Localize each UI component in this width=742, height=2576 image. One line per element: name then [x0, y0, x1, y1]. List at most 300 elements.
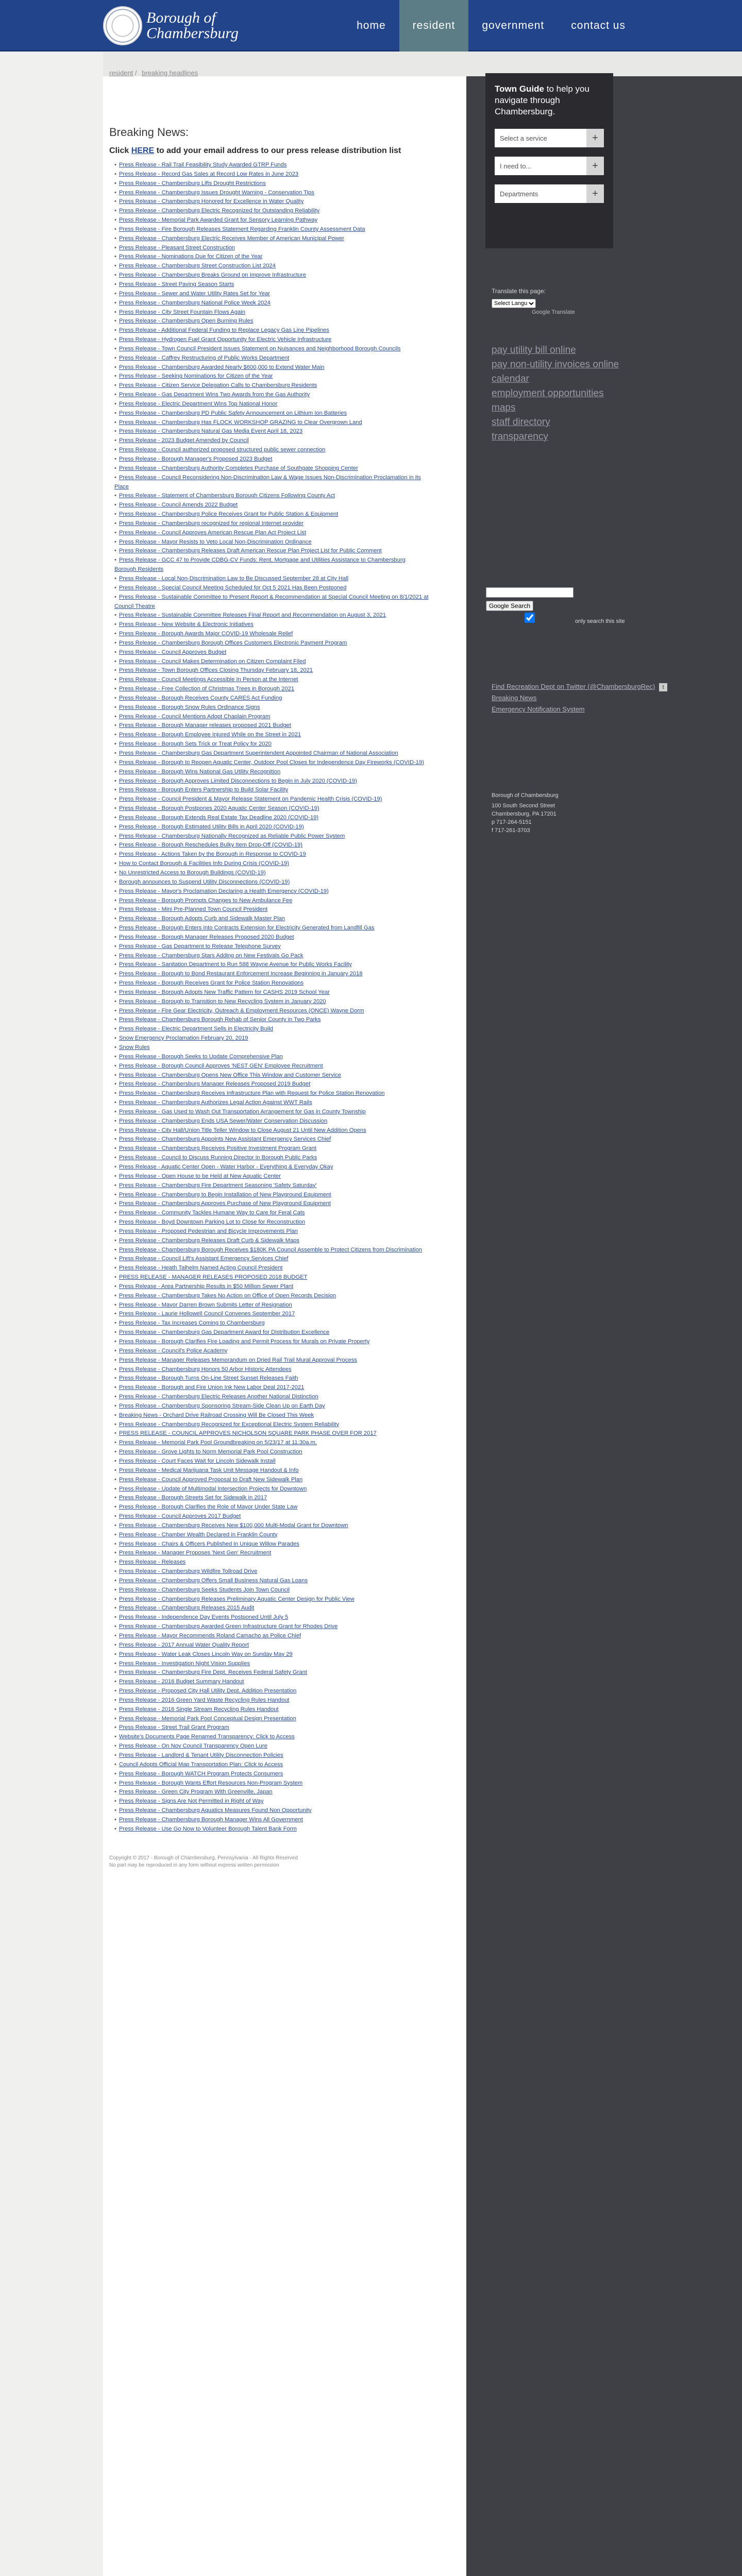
news-item-link[interactable]: Press Release - Memorial Park Pool Conceptual Design Presentation: [119, 1715, 296, 1722]
news-item-link[interactable]: Press Release - Chambersburg Breaks Ground on Improve Infrastructure: [119, 272, 307, 279]
page-title: Breaking News:: [109, 126, 189, 139]
news-item-link[interactable]: Press Release - Memorial Park Pool Groundbreaking on 5/23/17 at 11:30a.m.: [119, 1439, 317, 1446]
news-item-link[interactable]: Press Release - Chambersburg Electric Receives Member of American Municipal Power: [119, 235, 345, 242]
news-item-link[interactable]: Press Release - Chambersburg Natural Gas Media Event April 18, 2023: [119, 428, 303, 435]
news-item: [114, 170, 429, 179]
news-item: [114, 620, 429, 630]
news-item-link[interactable]: No Unrestricted Access to Borough Buildings (COVID-19): [119, 869, 266, 876]
news-item-link[interactable]: Press Release - Gas Department Wins Two Awards from the Gas Authority: [119, 392, 310, 398]
news-item-link[interactable]: Press Release - Chambersburg Receives Infrastructure Plan with Request for Police Station Renovation: [119, 1090, 385, 1097]
news-item-link[interactable]: Press Release - Chambersburg Borough Offices Customers Electronic Payment Program: [119, 639, 347, 646]
news-item: [114, 381, 429, 391]
news-item-link[interactable]: Press Release - Green City Program With Greenville, Japan: [119, 1789, 273, 1795]
news-item: [114, 290, 429, 299]
news-item-link[interactable]: Press Release - Chambersburg Ends USA Sewer/Water Conservation Discussion: [119, 1117, 328, 1124]
news-item-link[interactable]: Press Release - Chambersburg Electric Recognized for Outstanding Reliability: [119, 208, 320, 214]
copyright-disclaimer: No part may be reproduced in any form without express written permission: [109, 1862, 279, 1868]
email-signup-link[interactable]: HERE: [131, 146, 155, 155]
news-item: [114, 1613, 429, 1622]
news-item: [114, 1448, 429, 1457]
news-item-link[interactable]: Press Release - Chambersburg Sponsoring Stream-Side Clean Up on Earth Day: [119, 1402, 325, 1409]
news-item-link[interactable]: Press Release - Sanitation Department to Run 588 Wayne Avenue for Public Works Facility: [119, 961, 352, 968]
news-item-link[interactable]: Press Release - Manager Releases Memorandum on Dried Rail Trail Mural Approval Process: [119, 1357, 357, 1363]
news-item-link[interactable]: Press Release - Releases: [119, 1559, 186, 1566]
plus-icon[interactable]: +: [586, 129, 604, 147]
news-item-link[interactable]: Press Release - Update of Multimodal Intersection Projects for Downtown: [119, 1485, 307, 1492]
news-item-link[interactable]: Press Release - Chambersburg Has FLOCK WORKSHOP GRAZING to Clear Overgrown Land: [119, 419, 362, 426]
news-item-link[interactable]: Press Release - Chambersburg Borough Rehab of Senior County in Two Parks: [119, 1016, 321, 1023]
news-item-link[interactable]: Press Release - New Website & Electronic Initiatives: [119, 621, 254, 628]
news-item-link[interactable]: Press Release - Chambersburg Borough Receives $180K PA Council Assemble to Protect Citizens from Discrimination: [119, 1246, 422, 1253]
news-item-link[interactable]: Press Release - Chambersburg Open Burning Rules: [119, 318, 254, 325]
news-item-link[interactable]: Press Release - Sustainable Committee to Present Report & Recommendation at Special Council Meeting on 8/1/2021 at Council Theatre: [114, 594, 429, 609]
news-item: [114, 1632, 429, 1641]
link-emergency-notification[interactable]: Emergency Notification System: [492, 705, 585, 713]
news-item-link[interactable]: Borough announces to Suspend Utility Disconnections (COVID-19): [119, 878, 290, 885]
news-item-link[interactable]: Press Release - Borough Snow Rules Ordinance Signs: [119, 704, 260, 710]
news-item-link[interactable]: Press Release - Borough Clarifies the Role of Mayor Under State Law: [119, 1504, 298, 1511]
news-item-link[interactable]: Press Release - Borough Seeks to Update Comprehensive Plan: [119, 1053, 283, 1060]
news-item: [114, 1457, 429, 1466]
news-item-link[interactable]: Press Release - Chambersburg Gas Department Superintendent Appointed Chairman of National Association: [119, 750, 398, 756]
news-item-link[interactable]: Press Release - Borough Enters into Contracts Extension for Electricity Generated from Landfill Gas: [119, 925, 375, 931]
news-item: [114, 216, 429, 225]
news-item: [114, 1494, 429, 1503]
news-item-link[interactable]: Press Release - Street Paving Season Starts: [119, 281, 234, 287]
twitter-icon: t: [659, 683, 667, 691]
news-item-link[interactable]: Press Release - Council President & Mayor Release Statement on Pandemic Health Crisis (COVID-19): [119, 796, 382, 803]
news-item-link[interactable]: Press Release - Street Trail Grant Program: [119, 1724, 229, 1731]
news-item: [114, 179, 429, 189]
news-item-link[interactable]: Press Release - Chambersburg Releases Draft American Rescue Plan Project List for Public Comment: [119, 548, 382, 554]
google-search-button[interactable]: Google Search: [486, 601, 533, 611]
news-item-link[interactable]: Press Release - Borough Clarifies Fire Loading and Permit Process for Murals on Private Property: [119, 1338, 370, 1345]
news-item-link[interactable]: Press Release - Chambersburg Honored for Excellence in Water Quality: [119, 198, 304, 205]
news-item-link[interactable]: Press Release - Borough Adopts Curb and Sidewalk Master Plan: [119, 916, 285, 922]
plus-icon[interactable]: +: [586, 157, 604, 175]
news-item: [114, 694, 429, 703]
plus-icon[interactable]: +: [586, 184, 604, 203]
search-input[interactable]: [486, 587, 574, 598]
news-item-link[interactable]: Press Release - Independence Day Events Postponed Until July 5: [119, 1614, 289, 1621]
news-item-link[interactable]: Press Release - 2016 Green Yard Waste Recycling Rules Handout: [119, 1697, 290, 1703]
news-item-link[interactable]: PRESS RELEASE - MANAGER RELEASES PROPOSED 2018 BUDGET: [119, 1274, 308, 1281]
sidebar-top-strip: [466, 52, 742, 76]
news-item-link[interactable]: Press Release - Statement of Chambersburg Borough Citizens Following County Act: [119, 493, 335, 499]
news-item: [114, 1558, 429, 1567]
news-item-link[interactable]: Press Release - Chambersburg Releases 2015 Audit: [119, 1605, 255, 1612]
news-item-link[interactable]: Press Release - Borough to Transition to New Recycling System in January 2020: [119, 998, 326, 1005]
news-item-link[interactable]: Press Release - Chambersburg Aquatics Measures Found Non Opportunity: [119, 1807, 312, 1814]
news-item: [114, 1117, 429, 1126]
news-item: [114, 914, 429, 924]
news-item-link[interactable]: Press Release - 2023 Budget Amended by Council: [119, 437, 249, 444]
news-item: [114, 1319, 429, 1328]
news-item-link[interactable]: Press Release - Chambersburg Nationally Recognized as Reliable Public Power System: [119, 833, 345, 839]
news-item-link[interactable]: Press Release - Boyd Downtown Parking Lot to Close for Reconstruction: [119, 1219, 306, 1226]
news-item: [114, 777, 429, 786]
news-item-link[interactable]: Press Release - Borough Manager Releases Proposed 2020 Budget: [119, 934, 294, 940]
news-item-link[interactable]: Press Release - 2017 Annual Water Quality Report: [119, 1641, 249, 1648]
news-item-link[interactable]: Press Release - Mayor Recommends Roland Camacho as Police Chief: [119, 1633, 301, 1639]
email-signup-intro: [109, 146, 466, 156]
news-item: [114, 436, 429, 446]
news-item: [114, 1540, 429, 1549]
news-item-link[interactable]: Press Release - Community Tackles Humane Way to Care for Feral Cats: [119, 1210, 305, 1216]
news-item: [114, 326, 429, 335]
site-header: [0, 0, 742, 52]
news-item: [114, 510, 429, 519]
news-list: [114, 161, 429, 1834]
news-item-link[interactable]: Press Release - Borough Prompts Changes to New Ambulance Fee: [119, 897, 293, 904]
town-guide-text: [495, 83, 604, 117]
news-item-link[interactable]: Press Release - Manager Proposes 'Next Gen' Recruitment: [119, 1550, 272, 1556]
news-item-link[interactable]: Press Release - Gas Department to Release Telephone Survey: [119, 943, 281, 950]
news-item-link[interactable]: Press Release - Memorial Park Awarded Grant for Sensory Learning Pathway: [119, 217, 318, 224]
news-item-link[interactable]: Press Release - Local Non-Discrimination Law to Be Discussed September 28 at City Hall: [119, 575, 349, 582]
news-item-link[interactable]: Press Release - Caffrey Restructuring of Public Works Department: [119, 354, 290, 361]
news-item-link[interactable]: Press Release - Borough Estimated Utility Bills in April 2020 (COVID-19): [119, 823, 304, 830]
news-item: [114, 1715, 429, 1724]
news-item-link[interactable]: Press Release - Borough Employee Injured While on the Street in 2021: [119, 732, 301, 738]
news-item-link[interactable]: How to Contact Borough & Facilities Info During Crisis (COVID-19): [119, 860, 290, 867]
news-item-link[interactable]: Press Release - Electric Department Wins Top National Honor: [119, 400, 278, 407]
news-item-link[interactable]: Press Release - Chambersburg Street Construction List 2024: [119, 263, 276, 269]
link-maps[interactable]: maps: [492, 402, 516, 413]
news-item-link[interactable]: Press Release - Borough Enters Partnership to Build Solar Facility: [119, 787, 289, 793]
news-item: [114, 952, 429, 961]
news-item-link[interactable]: Snow Emergency Proclamation February 20, 2019: [119, 1035, 248, 1042]
news-item-link[interactable]: Press Release - Council Approves 2017 Budget: [119, 1513, 241, 1520]
news-item: [114, 1135, 429, 1144]
address-street: 100 South Second Street: [492, 803, 555, 809]
news-item-link[interactable]: Press Release - Electric Department Sells in Electricity Build: [119, 1026, 273, 1032]
news-item-link[interactable]: Press Release - Chambersburg Approves Purchase of New Playground Equipment: [119, 1200, 331, 1207]
news-item-link[interactable]: Press Release - Record Gas Sales at Record Low Rates in June 2023: [119, 171, 299, 177]
news-item-link[interactable]: Press Release - Chambersburg Honors 50 Arbor Historic Attendees: [119, 1366, 292, 1372]
news-item-link[interactable]: Press Release - Council Approves Budget: [119, 649, 227, 655]
news-item: [114, 1301, 429, 1310]
news-item-link[interactable]: Press Release - Chambersburg Borough Manager Wins All Government: [119, 1816, 303, 1823]
news-item-link[interactable]: Press Release - Borough Wants Effort Resources Non-Program System: [119, 1780, 303, 1786]
news-item: [114, 1825, 429, 1834]
news-item-link[interactable]: Press Release - Borough Receives Grant for Police Station Renovations: [119, 980, 304, 987]
news-item-link[interactable]: Press Release - Chambersburg Stars Adding on New Festivals Go Pack: [119, 952, 303, 959]
news-item-link[interactable]: PRESS RELEASE - COUNCIL APPROVES NICHOLSON SQUARE PARK PHASE OVER FOR 2017: [119, 1430, 377, 1437]
news-item-link[interactable]: Press Release - Chambersburg PD Public Safety Announcement on Lithium Ion Batteries: [119, 410, 347, 416]
news-item-link[interactable]: Press Release - Council's Police Academy: [119, 1347, 228, 1354]
news-item: [114, 574, 429, 584]
news-item-link[interactable]: Press Release - Council Meetings Accessible In Person at the Internet: [119, 676, 298, 683]
news-item-link[interactable]: Press Release - Chambersburg Manager Releases Proposed 2019 Budget: [119, 1081, 311, 1088]
news-item: [114, 455, 429, 464]
news-item-link[interactable]: Press Release - Proposed City Hall Utility Dept. Addition Presentation: [119, 1688, 297, 1694]
news-item-link[interactable]: Press Release - Chambersburg Issues Drought Warning - Conservation Tips: [119, 189, 314, 196]
news-item-link[interactable]: Press Release - Seeking Nominations for Citizen of the Year: [119, 373, 273, 380]
news-item: [114, 1512, 429, 1521]
news-item-link[interactable]: Press Release - Council Approves American Rescue Plan Act Project List: [119, 529, 307, 536]
news-item-link[interactable]: Press Release - Chamber Wealth Declared in Franklin County: [119, 1531, 278, 1538]
nav-contact-us[interactable]: contact us: [571, 20, 626, 31]
news-item-link[interactable]: Press Release - Council Amends 2022 Budget: [119, 502, 238, 509]
news-item: [114, 464, 429, 473]
news-item-link[interactable]: Press Release - Mayor's Proclamation Declaring a Health Emergency (COVID-19): [119, 888, 329, 894]
news-item: [114, 308, 429, 317]
news-item-link[interactable]: Press Release - Citizen Service Delegation Calls to Chambersburg Residents: [119, 382, 317, 389]
news-item-link[interactable]: Press Release - Chambersburg recognized for regional Internet provider: [119, 520, 304, 527]
language-select[interactable]: [492, 299, 536, 308]
news-item: [114, 1227, 429, 1236]
i-need-to-dropdown[interactable]: [495, 157, 604, 175]
news-item: [114, 345, 429, 354]
news-item-link[interactable]: Press Release - Chambersburg Appoints New Assistant Emergency Services Chief: [119, 1136, 331, 1143]
news-item-link[interactable]: Press Release - Proposed Pedestrian and Bicycle Improvements Plan: [119, 1228, 298, 1234]
news-item-link[interactable]: Press Release - Chambersburg Releases Draft Curb & Sidewalk Maps: [119, 1237, 299, 1244]
news-item: [114, 823, 429, 832]
news-item: [114, 887, 429, 896]
news-item: [114, 1163, 429, 1172]
news-item-link[interactable]: Press Release - Chambersburg Awarded Green Infrastructure Grant for Rhodes Drive: [119, 1623, 338, 1630]
link-pay-non-utility-invoices[interactable]: pay non-utility invoices online: [492, 359, 619, 370]
news-item-link[interactable]: Press Release - Heath Talhelm Named Acting Council President: [119, 1265, 283, 1272]
news-item: [114, 657, 429, 667]
site-search: [486, 587, 625, 624]
news-item-link[interactable]: Press Release - Borough WATCH Program Protects Consumers: [119, 1770, 283, 1777]
address-org: Borough of Chambersburg: [492, 792, 559, 799]
news-item-link[interactable]: Press Release - Signs Are Not Permitted in Right of Way: [119, 1798, 264, 1805]
news-item-link[interactable]: Press Release - City Hall/Union Title Teller Window to Close August 21 Until New Addition Opens: [119, 1127, 366, 1133]
news-item-link[interactable]: Press Release - Borough Manager releases proposed 2021 Budget: [119, 722, 291, 729]
news-item-link[interactable]: Press Release - Open House to be Held at New Aquatic Center: [119, 1173, 281, 1179]
news-item: [114, 189, 429, 198]
news-item: [114, 1199, 429, 1209]
news-item-link[interactable]: Press Release - Chambersburg Fire Dept. Receives Federal Safety Grant: [119, 1669, 307, 1676]
news-item: [114, 1347, 429, 1356]
news-item-link[interactable]: Press Release - Grove Lights to Norm Memorial Park Pool Construction: [119, 1449, 302, 1455]
news-item: [114, 1466, 429, 1476]
news-item: [114, 1751, 429, 1760]
news-item: [114, 446, 429, 455]
news-item-link[interactable]: Press Release - Sewer and Water Utility Rates Set for Year: [119, 290, 270, 297]
news-item-link[interactable]: Press Release - Borough to Bond Restaurant Enforcement Increase Beginning in January 2018: [119, 971, 363, 977]
news-item: [114, 1255, 429, 1264]
news-item-link[interactable]: Press Release - Chambersburg Fire Department Seasoning 'Safety Saturday': [119, 1182, 317, 1189]
news-item: [114, 1062, 429, 1071]
news-item-link[interactable]: Press Release - Sustainable Committee Releases Final Report and Recommendation on August 3, 2021: [119, 612, 386, 619]
news-item-link[interactable]: Press Release - Borough Reschedules Bulky Item Drop-Off (COVID-19): [119, 842, 302, 849]
link-employment[interactable]: employment opportunities: [492, 388, 604, 399]
news-item: [114, 988, 429, 997]
news-item-link[interactable]: Press Release - Borough Postpones 2020 Aquatic Center Season (COVID-19): [119, 805, 319, 812]
news-item-link[interactable]: Press Release - Borough to Reopen Aquatic Center, Outdoor Pool Closes for Independence Day Fireworks (COVID-19): [119, 759, 424, 766]
news-item: [114, 1273, 429, 1282]
news-item-link[interactable]: Press Release - Fire Gear Electricity, Outreach & Employment Resources (ONCE) Wayne Dorm: [119, 1007, 364, 1014]
news-item-link[interactable]: Press Release - 2016 Single Stream Recycling Rules Handout: [119, 1706, 279, 1713]
news-item-link[interactable]: Press Release - Chambersburg Seeks Students Join Town Council: [119, 1586, 290, 1593]
news-item-link[interactable]: Press Release - Chambersburg Offers Small Business Natural Gas Loans: [119, 1577, 308, 1584]
news-item: [114, 299, 429, 308]
news-item-link[interactable]: Press Release - Medical Marijuana Task Unit Message Handout & Info: [119, 1467, 299, 1473]
news-item-link[interactable]: Press Release - Water Leak Closes Lincoln Way on Sunday May 29: [119, 1651, 293, 1657]
news-item-link[interactable]: Press Release - Pleasant Street Construction: [119, 244, 235, 251]
news-item: [114, 942, 429, 952]
news-item-link[interactable]: Press Release - Council Makes Determination on Citizen Complaint Filed: [119, 658, 306, 665]
news-item-link[interactable]: Press Release - Laurie Hollowell Council Convenes September 2017: [119, 1311, 295, 1317]
news-item-link[interactable]: Press Release - On Nov Council Transparency Open Lure: [119, 1743, 267, 1750]
link-recreation-twitter[interactable]: [492, 681, 667, 692]
news-item-link[interactable]: Press Release - City Street Fountain Flows Again: [119, 309, 245, 315]
select-service-dropdown[interactable]: [495, 129, 604, 147]
news-item-link[interactable]: Press Release - Chambersburg Receives Positive Investment Program Grant: [119, 1145, 316, 1152]
news-item: [114, 1154, 429, 1163]
news-item-link[interactable]: Press Release - Chambersburg Recognized for Exceptional Electric System Reliability: [119, 1421, 340, 1428]
news-item-link[interactable]: Press Release - Investigation Night Vision Supplies: [119, 1660, 250, 1667]
news-item: [114, 354, 429, 363]
news-item-link[interactable]: Press Release - Borough Streets Set for Sidewalk in 2017: [119, 1495, 267, 1501]
news-item: [114, 1172, 429, 1181]
news-item: [114, 492, 429, 501]
news-item: [114, 1438, 429, 1448]
link-pay-utility-bill[interactable]: pay utility bill online: [492, 345, 576, 355]
news-item-link[interactable]: Press Release - Borough Adopts New Traffic Pattern for CASHS 2019 School Year: [119, 989, 330, 995]
news-item-link[interactable]: Press Release - Chambersburg to Begin Installation of New Playground Equipment: [119, 1191, 331, 1198]
news-item: [114, 1108, 429, 1117]
news-item-link[interactable]: Press Release - Council Mentions Adopt Chaplain Program: [119, 713, 271, 720]
news-item: [114, 1760, 429, 1770]
news-item-link[interactable]: Press Release - Hydrogen Fuel Grant Opportunity for Electric Vehicle Infrastructure: [119, 336, 332, 343]
news-item-link[interactable]: Press Release - Chambersburg Releases Preliminary Aquatic Center Design for Public View: [119, 1596, 355, 1602]
social-links: [492, 681, 667, 715]
news-item-link[interactable]: Press Release - Mini Pre-Planned Town Council President: [119, 906, 268, 913]
news-item-link[interactable]: Press Release - Free Collection of Christmas Trees in Borough 2021: [119, 686, 295, 692]
search-site-option[interactable]: [486, 613, 625, 624]
news-item-link[interactable]: Press Release - Chambersburg Authorizes Legal Action Against WWT Rails: [119, 1099, 312, 1106]
news-item: [114, 611, 429, 620]
news-item-link[interactable]: Press Release - GCC 47 to Provide CDBG-CV Funds: Rent, Mortgage and Utilities Assistance to Chambersburg Borough Residents: [114, 557, 406, 573]
news-item-link[interactable]: Press Release - Tax Increases Coming to Chambersburg: [119, 1320, 265, 1327]
nav-resident[interactable]: resident: [399, 0, 469, 52]
news-item-link[interactable]: Press Release - Council Approved Proposal to Draft New Sidewalk Plan: [119, 1476, 303, 1483]
news-item-link[interactable]: Council Adopts Official Map Transportation Plan: Click to Access: [119, 1761, 283, 1768]
news-item-link[interactable]: Press Release - Rail Trail Feasibility Study Awarded GTRP Funds: [119, 162, 287, 168]
news-item-link[interactable]: Press Release - Chambersburg Electric Releases Another National Distinction: [119, 1394, 318, 1400]
news-item-link[interactable]: Press Release - Actions Taken by the Borough in Response to COVID-19: [119, 851, 306, 858]
news-item-link[interactable]: Press Release - Council to Discuss Running Director in Borough Public Parks: [119, 1155, 317, 1161]
news-item-link[interactable]: Press Release - Chambersburg Lifts Drought Restrictions: [119, 180, 266, 187]
address-fax: f 717-261-3703: [492, 827, 530, 834]
news-item: [114, 970, 429, 979]
news-item-link[interactable]: Press Release - Town Council President Issues Statement on Nuisances and Neighborhood Borough Councils: [119, 345, 401, 352]
news-item-link[interactable]: Press Release - Borough Approves Limited Disconnections to Begin in July 2020 (COVID-19): [119, 777, 357, 784]
news-item: [114, 749, 429, 758]
news-item-link[interactable]: Press Release - Borough Council Approves 'NEST GEN' Employee Recruitment: [119, 1062, 323, 1069]
address-city: Chambersburg, PA 17201: [492, 811, 556, 817]
news-item-link[interactable]: Press Release - Chambersburg Police Receives Grant for Public Station & Equipment: [119, 511, 339, 518]
news-item: [114, 391, 429, 400]
news-item: [114, 207, 429, 216]
link-transparency[interactable]: transparency: [492, 431, 548, 442]
breadcrumb-breaking-headlines[interactable]: breaking headlines: [142, 69, 198, 77]
news-item: [114, 1383, 429, 1393]
news-item-link[interactable]: Press Release - Chambersburg Authority Completes Purchase of Southgate Shopping Center: [119, 465, 358, 471]
link-breaking-news[interactable]: Breaking News: [492, 694, 537, 702]
news-item-link[interactable]: Press Release - Chambersburg Awarded Nearly $600,000 to Extend Water Main: [119, 364, 325, 370]
news-item-link[interactable]: Press Release - Borough Receives County CARES Act Funding: [119, 694, 282, 701]
news-item-link[interactable]: Press Release - Court Faces Wait for Lincoln Sidewalk Install: [119, 1458, 276, 1464]
translate-label: Translate this page:: [492, 287, 546, 295]
news-item-link[interactable]: Snow Rules: [119, 1044, 150, 1050]
departments-dropdown[interactable]: [495, 184, 604, 203]
breadcrumb-resident[interactable]: resident: [109, 69, 133, 77]
news-item-link[interactable]: Press Release - Borough and Fire Union Ink New Labor Deal 2017-2021: [119, 1384, 305, 1391]
news-item-link[interactable]: Press Release - Gas Used to Wash Out Transportation Arrangement for Gas in County Township: [119, 1108, 366, 1115]
news-item: [114, 795, 429, 804]
news-item-link[interactable]: Press Release - Chambersburg National Police Week 2024: [119, 299, 271, 306]
news-item-link[interactable]: Press Release - Chambersburg Gas Department Award for Distribution Excellence: [119, 1329, 330, 1336]
news-item: [114, 1080, 429, 1089]
search-site-checkbox[interactable]: [486, 613, 574, 623]
news-item-link[interactable]: Press Release - Mayor Resists to Veto Local Non-Discrimination Ordinance: [119, 538, 312, 545]
news-item: [114, 1429, 429, 1438]
news-item-link[interactable]: Press Release - Council Lift's Assistant Emergency Services Chief: [119, 1256, 289, 1262]
news-item-link[interactable]: Press Release - Borough Extends Real Estate Tax Deadline 2020 (COVID-19): [119, 814, 319, 821]
news-item: [114, 841, 429, 850]
breadcrumb-separator: /: [134, 69, 137, 77]
news-item-link[interactable]: Press Release - Chambersburg Opens New Office This Window and Customer Service: [119, 1072, 342, 1078]
news-item-link[interactable]: Press Release - Council authorized proposed structured public sewer connection: [119, 447, 326, 453]
site-logo[interactable]: [103, 6, 239, 45]
news-item-link[interactable]: Press Release - Aquatic Center Open - Water Harbor - Everything & Everyday Okay: [119, 1163, 333, 1170]
news-item-link[interactable]: Press Release - Borough Awards Major COVID-19 Wholesale Relief: [119, 631, 293, 637]
nav-government[interactable]: government: [482, 20, 545, 31]
news-item: [114, 363, 429, 372]
news-item: [114, 1567, 429, 1577]
news-item-link[interactable]: Press Release - Nominations Due for Citizen of the Year: [119, 253, 263, 260]
news-item-link[interactable]: Press Release - Special Council Meeting Scheduled for Oct 5 2021 Has Been Postponed: [119, 584, 347, 591]
news-item-link[interactable]: Press Release - Additional Federal Funding to Replace Legacy Gas Line Pipelines: [119, 327, 329, 334]
news-item: [114, 685, 429, 694]
news-item-link[interactable]: Press Release - Chambersburg Receives New $100,000 Multi-Modal Grant for Downtown: [119, 1522, 348, 1529]
news-item-link[interactable]: Press Release - Chambersburg Wildfire Tollroad Drive: [119, 1568, 258, 1575]
news-item: [114, 262, 429, 271]
news-item: [114, 1144, 429, 1154]
news-item-link[interactable]: Press Release - Chambersburg Takes No Action on Office of Open Records Decision: [119, 1292, 336, 1299]
news-item-link[interactable]: Press Release - Town Borough Offices Closing Thursday February 18, 2021: [119, 667, 313, 674]
link-calendar[interactable]: calendar: [492, 374, 529, 384]
news-item-link[interactable]: Press Release - Landlord & Tenant Utility Disconnection Policies: [119, 1752, 283, 1758]
news-item: [114, 252, 429, 262]
news-item-link[interactable]: Press Release - Borough Turns On-Line Street Sunset Releases Faith: [119, 1375, 298, 1382]
news-item-link[interactable]: Breaking News - Orchard Drive Railroad Crossing Will Be Closed This Week: [119, 1412, 314, 1418]
news-item-link[interactable]: Press Release - Mayor Darren Brown Submits Letter of Resignation: [119, 1301, 292, 1308]
news-item: [114, 1659, 429, 1669]
news-item: [114, 703, 429, 713]
news-item-link[interactable]: Press Release - Borough Sets Trick or Treat Policy for 2020: [119, 741, 272, 748]
news-item-link[interactable]: Press Release - Chairs & Officers Published in Unique Willow Parades: [119, 1540, 299, 1547]
news-item-link[interactable]: Press Release - Area Partnership Results in $50 Million Sewer Plant: [119, 1283, 294, 1290]
google-translate-credit[interactable]: Google Translate: [532, 309, 575, 315]
nav-home[interactable]: home: [357, 20, 386, 31]
news-item-link[interactable]: Press Release - Fire Borough Releases Statement Regarding Franklin County Assessment Data: [119, 226, 365, 232]
news-item-link[interactable]: Press Release - Use Go Now to Volunteer Borough Talent Bank Form: [119, 1825, 297, 1832]
news-item-link[interactable]: Press Release - 2016 Budget Summary Handout: [119, 1679, 244, 1685]
link-staff-directory[interactable]: staff directory: [492, 417, 550, 428]
news-item-link[interactable]: Website's Documents Page Renamed Transparency: Click to Access: [119, 1734, 295, 1740]
news-item-link[interactable]: Press Release - Borough Wins National Gas Utility Recognition: [119, 768, 281, 775]
news-item-link[interactable]: Press Release - Council Reconsidering Non-Discrimination Law & Wage Issues Non-Discrimination Proclamation in its Place: [114, 474, 421, 490]
news-item: [114, 1218, 429, 1227]
news-item-link[interactable]: Press Release - Borough Manager's Proposed 2023 Budget: [119, 456, 273, 462]
